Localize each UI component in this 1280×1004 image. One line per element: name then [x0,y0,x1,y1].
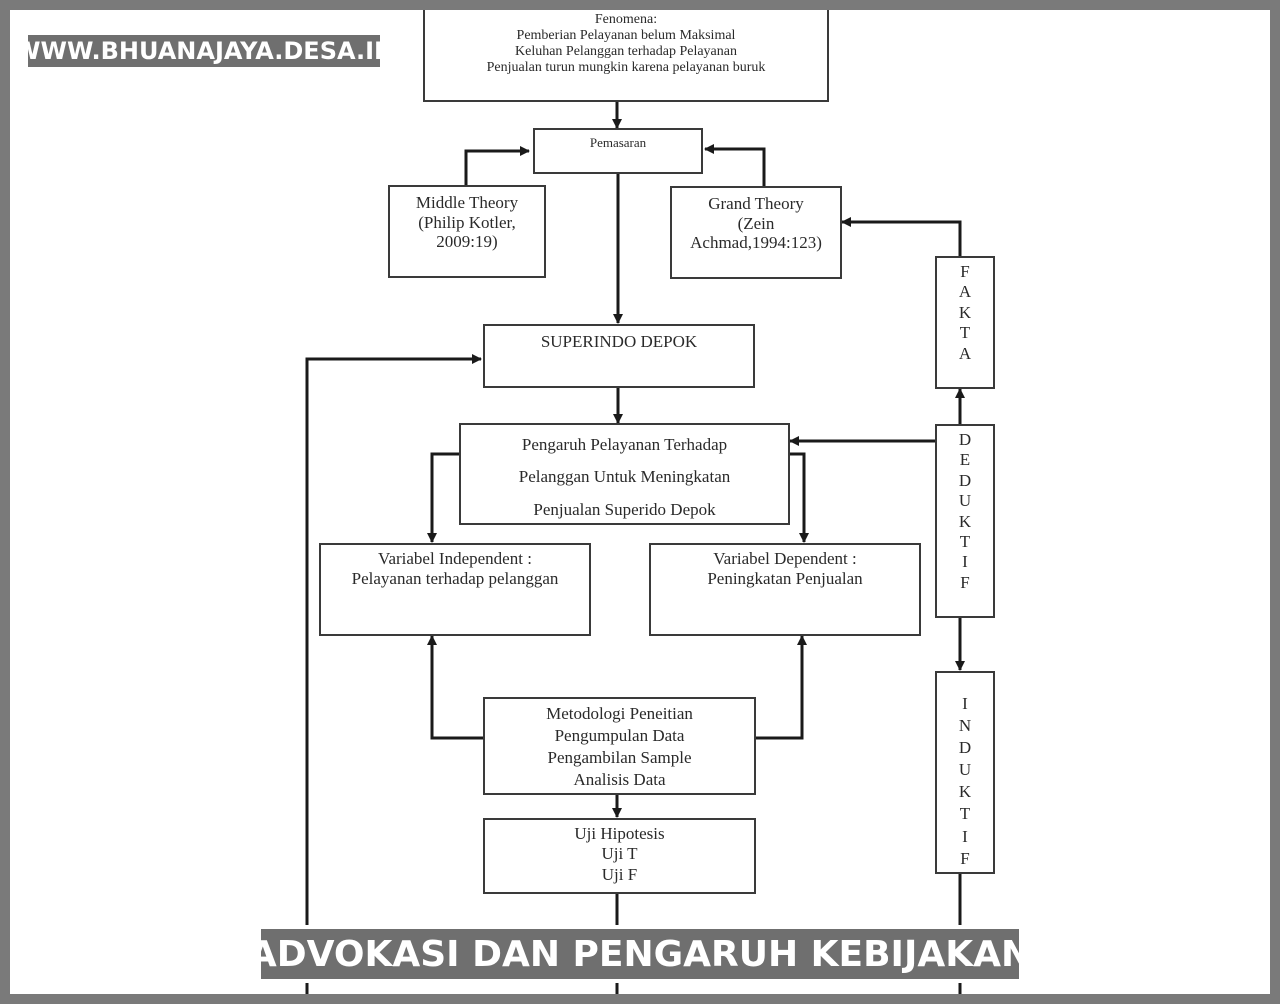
box-text-line: 2009:19) [436,232,498,252]
box-text-line: Keluhan Pelanggan terhadap Pelayanan [515,44,737,60]
box-text-line: Grand Theory [708,194,804,213]
box-text-line: Uji Hipotesis [574,824,665,843]
induktif-box [935,671,995,874]
watermark-banner: WWW.BHUANAJAYA.DESA.ID [25,32,383,70]
arrow-metodologi-dependent [755,636,802,738]
superindo-box [483,324,755,388]
box-text-line: Pelanggan Untuk Meningkatan [518,467,731,487]
arrow-fakta-grand [842,222,960,256]
variabel-independent-box [319,543,591,636]
box-text-line: Pengumpulan Data [554,726,685,746]
box-text-line: (Zein [737,213,775,233]
box-text-line: Penjualan turun mungkin karena pelayanan buruk [486,60,766,76]
deduktif-label: DEDUKTIF [958,430,972,592]
box-text-line: (Philip Kotler, [418,212,516,232]
arrow-grand-pemasaran [705,149,764,186]
box-text-line: Metodologi Peneitian [546,704,693,723]
box-text-line: Pengambilan Sample [547,748,692,768]
box-text-line: Uji T [601,844,638,864]
box-text-line: Middle Theory [415,193,519,212]
box-text-line: Variabel Independent : [378,549,532,568]
variabel-dependent-box [649,543,921,636]
box-text-line: Fenomena: [594,12,658,27]
box-text-line: Achmad,1994:123) [690,233,822,253]
caption-banner: ADVOKASI DAN PENGARUH KEBIJAKAN [257,925,1023,983]
pemasaran-box [533,128,703,174]
box-text-line: Peningkatan Penjualan [707,568,863,588]
box-text-line: Pemberian Pelayanan belum Maksimal [516,28,736,44]
fenomena-box [423,10,829,102]
box-text-line: Pelayanan terhadap pelanggan [351,568,559,588]
box-text-line: Analisis Data [573,770,666,790]
induktif-label: INDUKTIF [958,694,972,868]
box-text-line: Variabel Dependent : [713,549,857,568]
diagram-frame [10,10,1270,994]
arrow-pengaruh-independent [432,454,460,542]
metodologi-box [483,697,756,795]
grand-theory-box [670,186,842,279]
box-text-line: Pengaruh Pelayanan Terhadap [521,435,728,454]
arrow-middle-pemasaran [466,151,529,185]
pemasaran-label: Pemasaran [589,135,647,150]
middle-theory-box [388,185,546,278]
fakta-label: FAKTA [958,262,972,363]
arrow-pengaruh-dependent [790,454,804,542]
uji-hipotesis-box [483,818,756,894]
fakta-box [935,256,995,389]
arrow-metodologi-independent [432,636,484,738]
deduktif-box [935,424,995,618]
pengaruh-box [459,423,790,525]
box-text-line: Uji F [601,864,638,884]
box-text-line: Penjualan Superido Depok [533,499,716,519]
superindo-label: SUPERINDO DEPOK [540,332,698,351]
